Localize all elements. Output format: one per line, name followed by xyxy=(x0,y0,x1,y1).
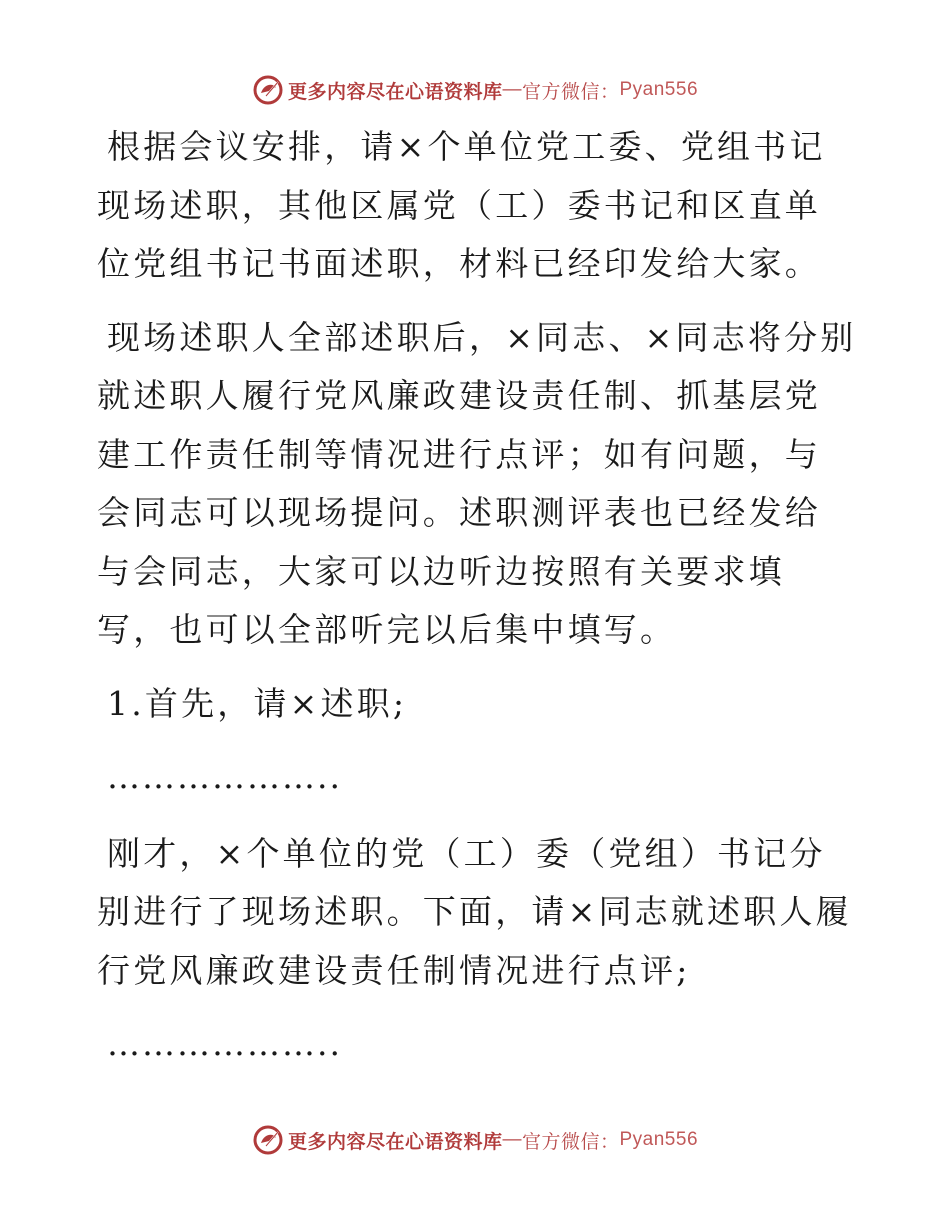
paragraph-ellipsis-2: ……………….. xyxy=(107,1024,342,1063)
paragraph-evaluation: 现场述职人全部述职后，×同志、×同志将分别就述职人履行党风廉政建设责任制、抓基层党建工作责任制等情况进行点评；如有问题，与会同志可以现场提问。述职测评表也已经发给与会同志，大家可以边听边按照有关要求填写，也可以全部听完以后集中填写。 xyxy=(97,317,857,649)
watermark-wechat-id: Pyan556 xyxy=(619,1129,699,1150)
watermark-footer xyxy=(0,1122,950,1158)
brand-logo-icon xyxy=(252,1124,284,1156)
paragraph-arrangement: 根据会议安排，请×个单位党工委、党组书记现场述职，其他区属党（工）委书记和区直单位党组书记书面述职，材料已经印发给大家。 xyxy=(97,127,826,283)
watermark-dash: — xyxy=(502,1129,522,1150)
paragraph-review: 刚才，×个单位的党（工）委（党组）书记分别进行了现场述职。下面，请×同志就述职人履行党风廉政建设责任制情况进行点评; xyxy=(97,833,852,990)
paragraph-ellipsis-1: ……………….. xyxy=(107,757,342,796)
watermark-label: 官方微信： xyxy=(521,1131,620,1153)
brand-logo-icon xyxy=(252,74,284,106)
watermark-wechat-id: Pyan556 xyxy=(619,79,699,100)
paragraph-first-speaker: 1.首先，请×述职; xyxy=(107,683,408,723)
watermark-label: 官方微信： xyxy=(521,81,620,103)
document-body xyxy=(97,118,857,1074)
watermark-dash: — xyxy=(502,79,522,100)
watermark-header xyxy=(0,72,950,108)
watermark-main-text: 更多内容尽在心语资料库 xyxy=(287,1131,503,1153)
watermark-main-text: 更多内容尽在心语资料库 xyxy=(287,81,503,103)
